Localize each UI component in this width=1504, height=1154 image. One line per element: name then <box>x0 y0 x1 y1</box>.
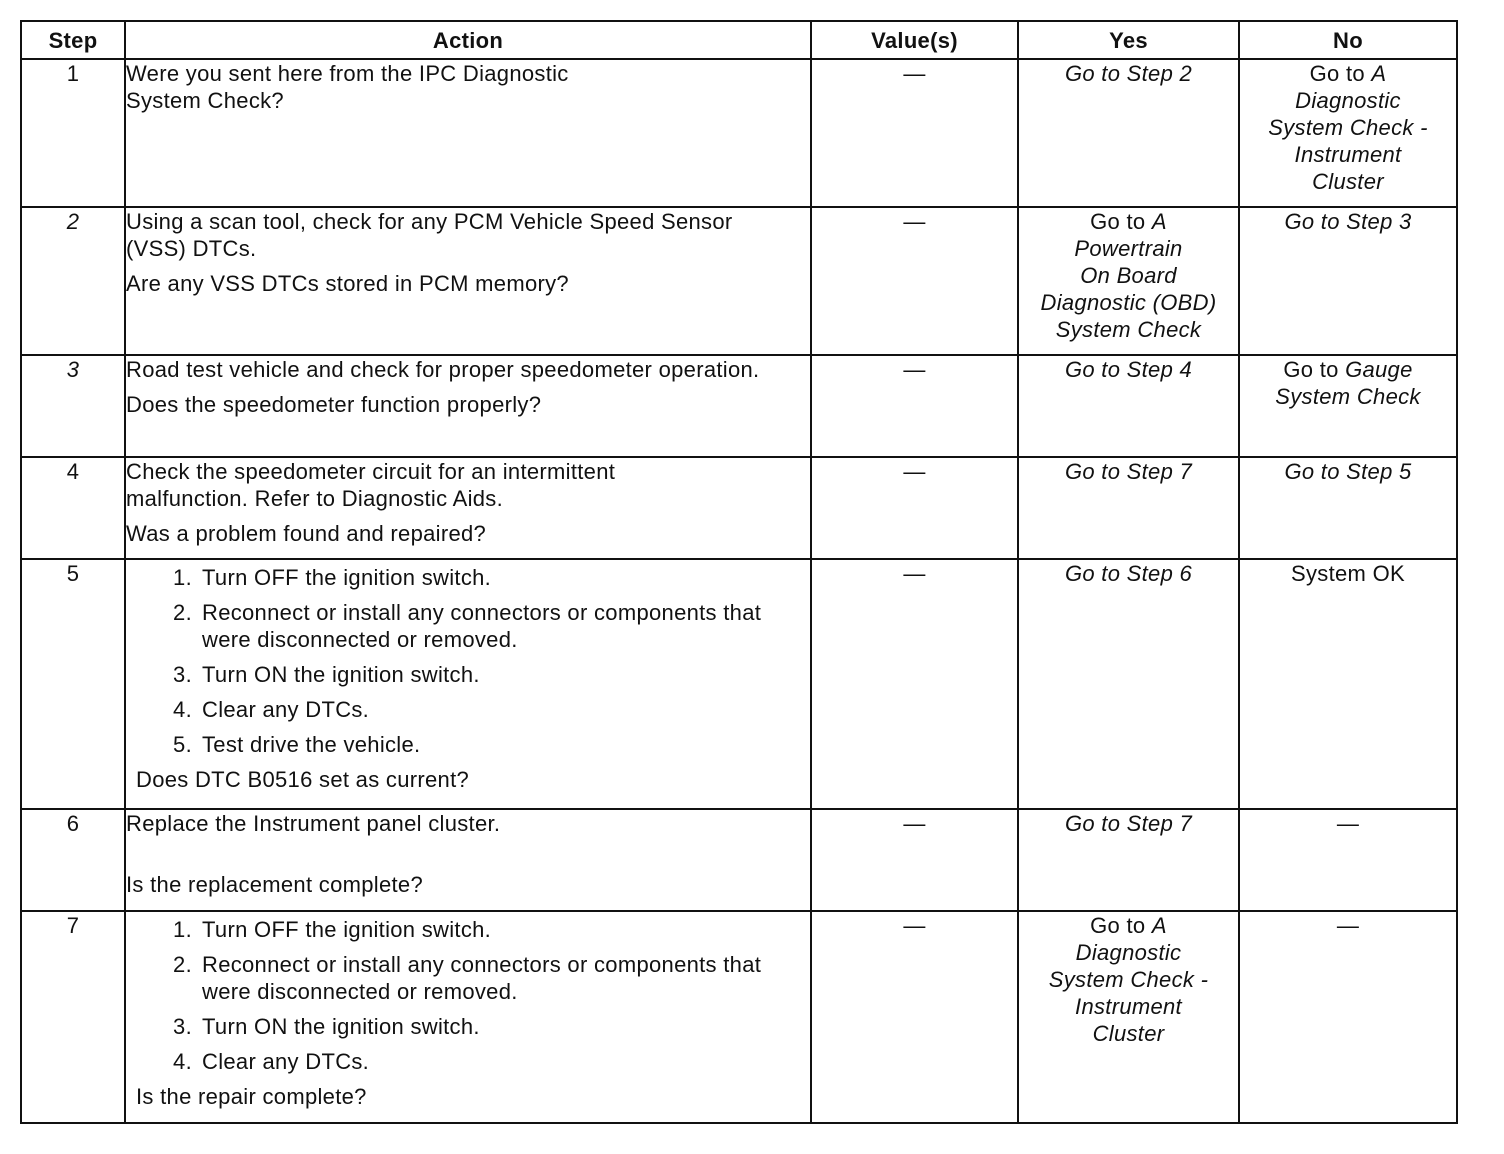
no-link[interactable]: Instrument <box>1294 142 1402 167</box>
yes-cell <box>1018 911 1239 1123</box>
yes-cell <box>1018 559 1239 809</box>
no-link[interactable]: Cluster <box>1312 169 1384 194</box>
no-link[interactable]: Go to Step 3 <box>1284 209 1412 234</box>
yes-cell <box>1018 457 1239 559</box>
value-dash: — <box>903 561 926 586</box>
substep: 2. Reconnect or install any connectors or components that were disconnected or removed. <box>173 600 762 652</box>
action-question: Are any VSS DTCs stored in PCM memory? <box>126 271 569 296</box>
substep: 2. Reconnect or install any connectors or components that were disconnected or removed. <box>173 952 762 1004</box>
action-text: Replace the Instrument panel cluster. <box>126 811 501 836</box>
value-cell <box>811 809 1018 911</box>
value-dash: — <box>903 209 926 234</box>
no-cell <box>1239 207 1457 355</box>
no-cell <box>1239 355 1457 457</box>
no-cell <box>1239 59 1457 207</box>
action-cell <box>125 559 811 809</box>
no-result: System OK <box>1291 561 1405 586</box>
yes-link[interactable]: System Check <box>1055 317 1202 342</box>
yes-link[interactable]: Diagnostic (OBD) <box>1040 290 1217 315</box>
substep: 1. Turn OFF the ignition switch. <box>173 565 492 590</box>
value-cell <box>811 911 1018 1123</box>
no-cell <box>1239 809 1457 911</box>
substep-list <box>136 564 810 758</box>
substep: 5. Test drive the vehicle. <box>173 732 421 757</box>
value-dash: — <box>903 913 926 938</box>
value-cell <box>811 59 1018 207</box>
no-dash: — <box>1336 913 1360 938</box>
header-value: Value(s) <box>811 21 1018 59</box>
yes-link[interactable]: Go to Step 2 <box>1064 61 1193 86</box>
substep: 3. Turn ON the ignition switch. <box>173 1014 480 1039</box>
no-link[interactable]: System Check <box>1275 384 1421 409</box>
step-number: 2 <box>21 207 125 355</box>
yes-cell <box>1018 809 1239 911</box>
no-link[interactable]: System Check - <box>1268 115 1428 140</box>
diagnostic-table <box>20 20 1458 1124</box>
header-action: Action <box>125 21 811 59</box>
action-cell <box>125 355 811 457</box>
table-row <box>21 911 1457 1123</box>
yes-link[interactable]: A <box>1151 913 1167 938</box>
no-prefix: Go to <box>1283 357 1346 382</box>
value-cell <box>811 355 1018 457</box>
table-row <box>21 59 1457 207</box>
substep-list <box>136 916 810 1075</box>
yes-link[interactable]: Diagnostic <box>1075 940 1182 965</box>
table-row <box>21 809 1457 911</box>
yes-link[interactable]: Go to Step 7 <box>1064 811 1193 836</box>
value-dash: — <box>903 357 926 382</box>
yes-link[interactable]: Go to Step 7 <box>1064 459 1193 484</box>
no-cell <box>1239 457 1457 559</box>
yes-link[interactable]: Go to Step 4 <box>1064 357 1193 382</box>
yes-link[interactable]: System Check - <box>1048 967 1209 992</box>
yes-cell <box>1018 59 1239 207</box>
yes-link[interactable]: Instrument <box>1075 994 1182 1019</box>
yes-link[interactable]: A <box>1151 209 1167 234</box>
action-text: Check the speedometer circuit for an intermittent malfunction. Refer to Diagnostic Aids. <box>126 459 616 511</box>
step-number: 1 <box>21 59 125 207</box>
no-link[interactable]: Gauge <box>1345 357 1413 382</box>
yes-link[interactable]: Powertrain <box>1074 236 1183 261</box>
no-link[interactable]: A <box>1371 61 1387 86</box>
yes-cell <box>1018 207 1239 355</box>
header-step: Step <box>21 21 125 59</box>
yes-prefix: Go to <box>1090 913 1152 938</box>
no-link[interactable]: Diagnostic <box>1295 88 1401 113</box>
no-dash: — <box>1336 811 1360 836</box>
action-cell <box>125 207 811 355</box>
yes-cell <box>1018 355 1239 457</box>
step-number: 6 <box>21 809 125 911</box>
action-cell <box>125 911 811 1123</box>
header-row <box>21 21 1457 59</box>
action-text: Road test vehicle and check for proper speedometer operation. <box>126 357 760 382</box>
substep: 3. Turn ON the ignition switch. <box>173 662 480 687</box>
action-cell <box>125 809 811 911</box>
action-question: Does DTC B0516 set as current? <box>136 767 470 792</box>
yes-prefix: Go to <box>1090 209 1152 234</box>
substep: 4. Clear any DTCs. <box>173 1049 370 1074</box>
action-cell <box>125 59 811 207</box>
action-question: Does the speedometer function properly? <box>126 392 542 417</box>
table-row <box>21 207 1457 355</box>
value-cell <box>811 559 1018 809</box>
action-question: Was a problem found and repaired? <box>126 521 487 546</box>
step-number: 5 <box>21 559 125 809</box>
no-link[interactable]: Go to Step 5 <box>1284 459 1412 484</box>
step-number: 4 <box>21 457 125 559</box>
header-yes: Yes <box>1018 21 1239 59</box>
step-number: 3 <box>21 355 125 457</box>
table-row <box>21 457 1457 559</box>
yes-link[interactable]: Cluster <box>1092 1021 1165 1046</box>
value-cell <box>811 207 1018 355</box>
step-number: 7 <box>21 911 125 1123</box>
action-text: Using a scan tool, check for any PCM Vehicle Speed Sensor (VSS) DTCs. <box>126 209 733 261</box>
substep: 1. Turn OFF the ignition switch. <box>173 917 492 942</box>
value-dash: — <box>903 61 926 86</box>
action-cell <box>125 457 811 559</box>
header-no: No <box>1239 21 1457 59</box>
table-row <box>21 559 1457 809</box>
yes-link[interactable]: Go to Step 6 <box>1064 561 1193 586</box>
substep: 4. Clear any DTCs. <box>173 697 370 722</box>
action-text: Were you sent here from the IPC Diagnostic System Check? <box>126 61 569 113</box>
action-question: Is the repair complete? <box>136 1084 367 1109</box>
table-row <box>21 355 1457 457</box>
value-cell <box>811 457 1018 559</box>
action-question: Is the replacement complete? <box>126 872 423 897</box>
value-dash: — <box>903 811 926 836</box>
no-cell <box>1239 559 1457 809</box>
yes-link[interactable]: On Board <box>1080 263 1177 288</box>
no-cell <box>1239 911 1457 1123</box>
value-dash: — <box>903 459 926 484</box>
no-prefix: Go to <box>1309 61 1372 86</box>
